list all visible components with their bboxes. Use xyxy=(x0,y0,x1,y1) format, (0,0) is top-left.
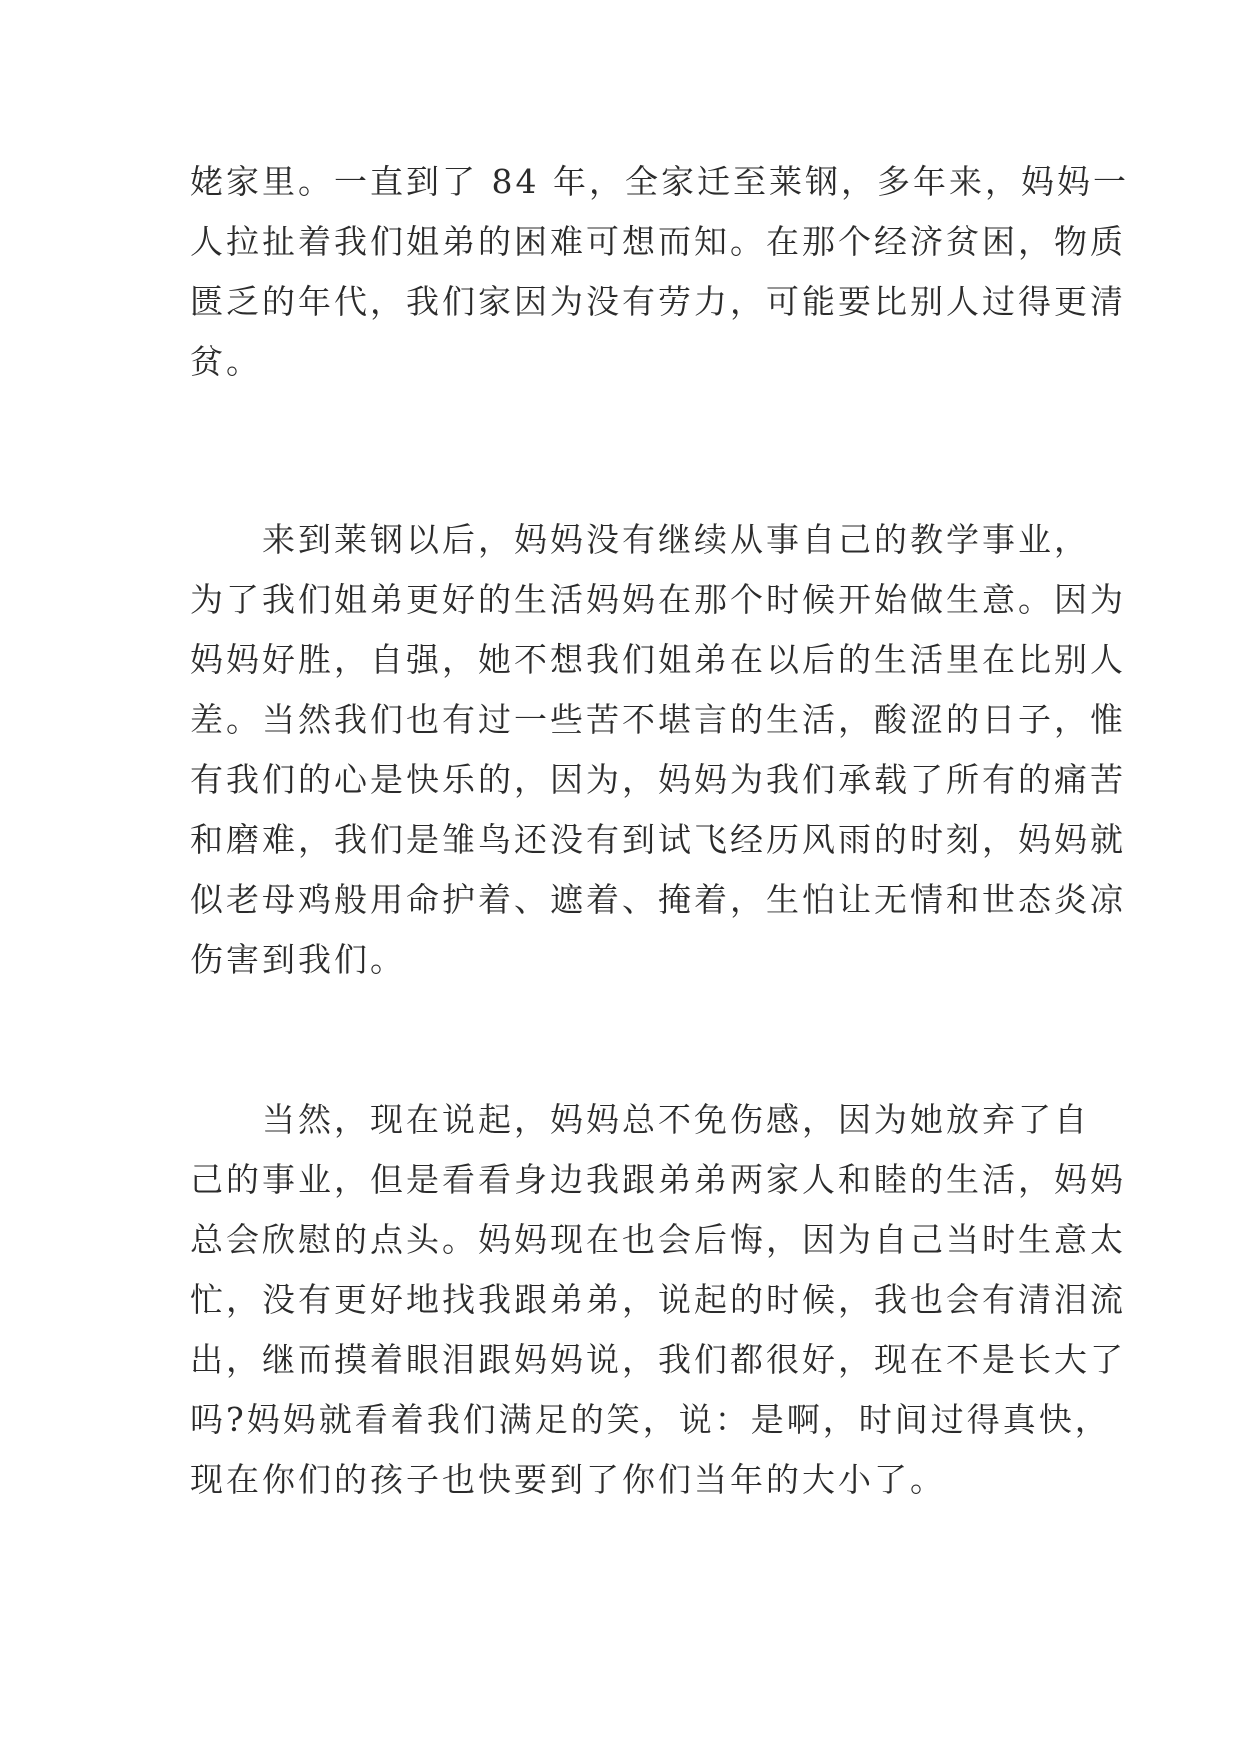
paragraph-line: 伤害到我们。 xyxy=(190,940,406,979)
paragraph-line: 妈妈好胜，自强，她不想我们姐弟在以后的生活里在比别人 xyxy=(190,640,1126,679)
paragraph-line: 忙，没有更好地找我跟弟弟，说起的时候，我也会有清泪流 xyxy=(190,1280,1126,1319)
paragraph-1 xyxy=(190,152,1129,392)
paragraph-line: 己的事业，但是看看身边我跟弟弟两家人和睦的生活，妈妈 xyxy=(190,1160,1126,1199)
paragraph-line: 姥家里。一直到了 84 年，全家迁至莱钢，多年来，妈妈一 xyxy=(190,162,1129,201)
paragraph-line: 当然，现在说起，妈妈总不免伤感，因为她放弃了自 xyxy=(190,1100,1090,1139)
paragraph-line: 和磨难，我们是雏鸟还没有到试飞经历风雨的时刻，妈妈就 xyxy=(190,820,1126,859)
paragraph-line: 来到莱钢以后，妈妈没有继续从事自己的教学事业， xyxy=(190,520,1090,559)
paragraph-line: 匮乏的年代，我们家因为没有劳力，可能要比别人过得更清 xyxy=(190,282,1126,321)
paragraph-line: 人拉扯着我们姐弟的困难可想而知。在那个经济贫困，物质 xyxy=(190,222,1126,261)
paragraph-line: 有我们的心是快乐的，因为，妈妈为我们承载了所有的痛苦 xyxy=(190,760,1126,799)
paragraph-line: 为了我们姐弟更好的生活妈妈在那个时候开始做生意。因为 xyxy=(190,580,1126,619)
paragraph-3 xyxy=(190,1090,1126,1510)
paragraph-line: 贫。 xyxy=(190,342,262,381)
paragraph-line: 出，继而摸着眼泪跟妈妈说，我们都很好，现在不是长大了 xyxy=(190,1340,1126,1379)
paragraph-2 xyxy=(190,510,1126,990)
paragraph-line: 似老母鸡般用命护着、遮着、掩着，生怕让无情和世态炎凉 xyxy=(190,880,1126,919)
paragraph-line: 差。当然我们也有过一些苦不堪言的生活，酸涩的日子，惟 xyxy=(190,700,1126,739)
paragraph-line: 总会欣慰的点头。妈妈现在也会后悔，因为自己当时生意太 xyxy=(190,1220,1126,1259)
paragraph-line: 现在你们的孩子也快要到了你们当年的大小了。 xyxy=(190,1460,946,1499)
paragraph-line: 吗?妈妈就看着我们满足的笑，说：是啊，时间过得真快， xyxy=(190,1400,1111,1439)
